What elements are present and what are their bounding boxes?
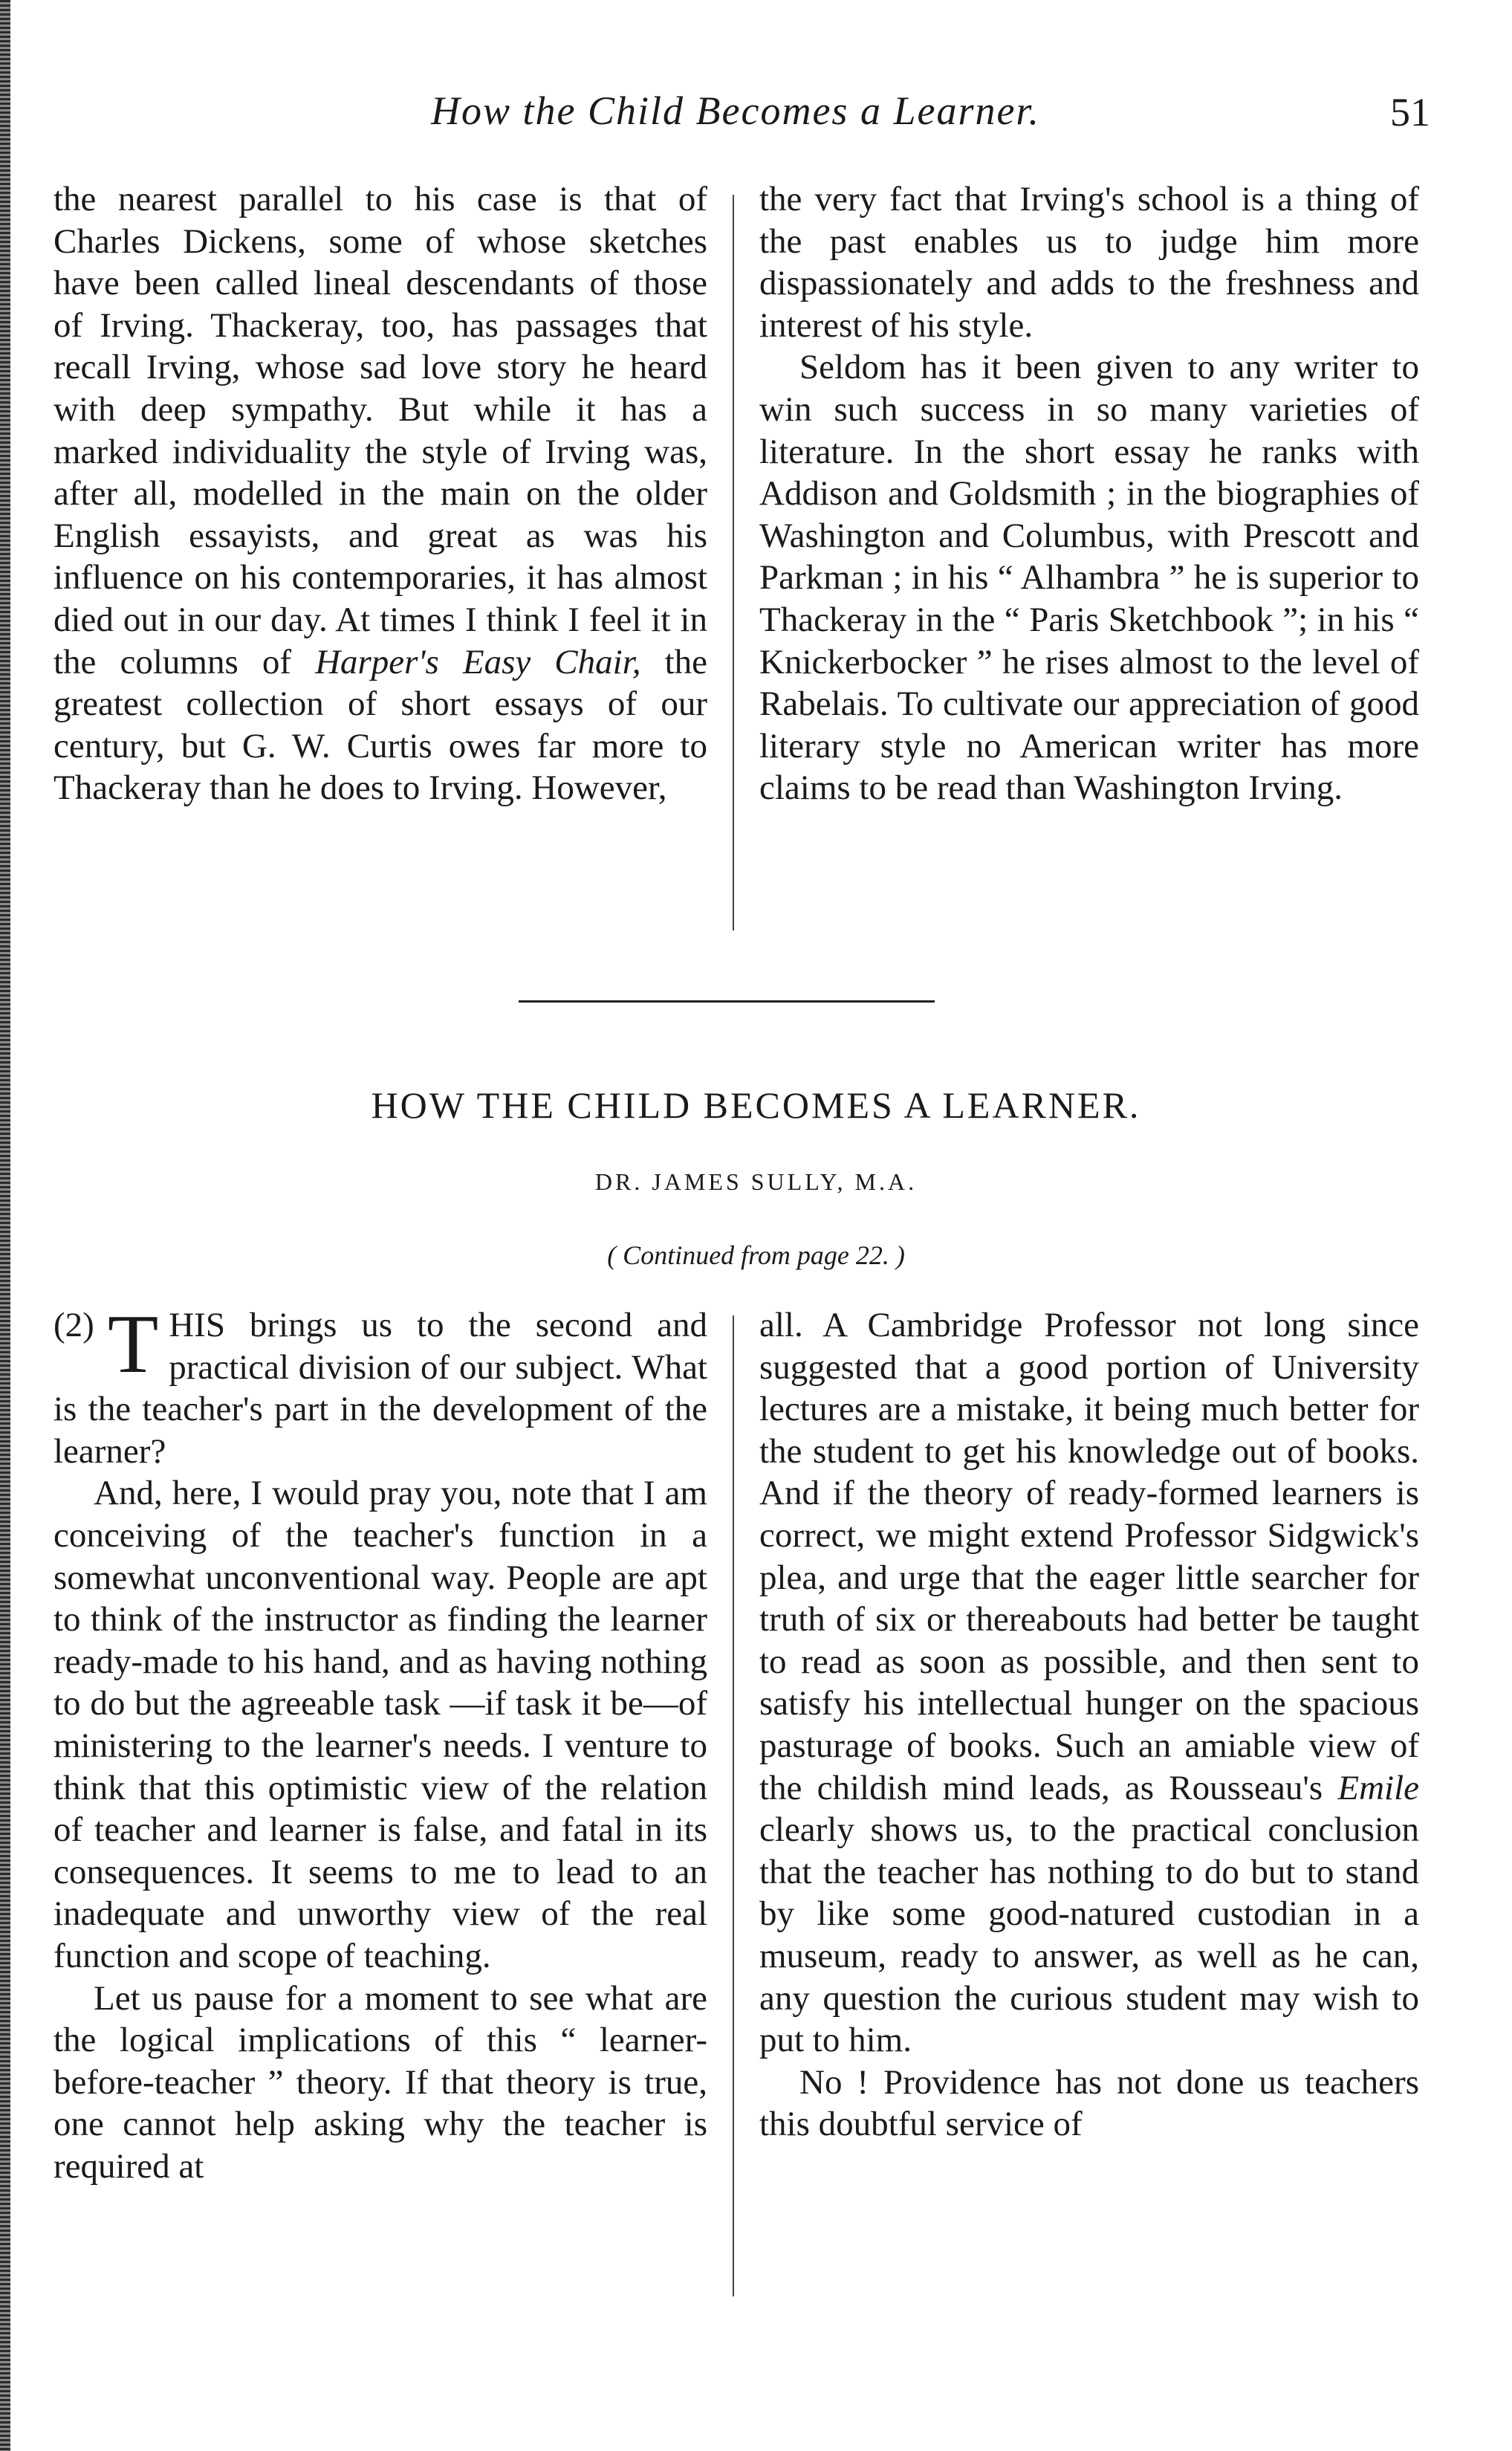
article-left-column [53, 1298, 707, 2187]
page-number: 51 [1390, 90, 1430, 135]
running-title: How the Child Becomes a Learner. [431, 88, 1040, 133]
article-right-column [759, 1304, 1419, 2146]
top-right-paragraph-1: the very fact that Irving's school is a thing of the past enables us to judge him more dispassionately and adds to the freshness and interest of his style. [759, 180, 1419, 345]
harpers-easy-chair-title: Harper's Easy Chair, [315, 642, 641, 681]
section-number: (2) [53, 1306, 94, 1344]
top-left-column [53, 178, 707, 809]
column-rule-top [733, 195, 734, 930]
article-paragraph-3: Let us pause for a moment to see what are the logical implications of this “ learner-before-teacher ” theory. If that theory is true, one cannot help asking why the teacher is required at [53, 1978, 707, 2186]
top-left-text-end: the greatest collection of short essays of our century, but G. W. Curtis owes far more to Thackeray than he does to Irving. However, [53, 642, 708, 808]
article-right-text-end: clearly shows us, to the practical conclusion that the teacher has nothing to do but to stand by like some good-natured custodian in a museum, ready to answer, as well as he can, any question the curious student may wish to put to him. [759, 1810, 1419, 2060]
continued-note: ( Continued from page 22. ) [607, 1240, 905, 1270]
article-author: DR. JAMES SULLY, M.A. [594, 1168, 918, 1195]
top-right-column [759, 178, 1419, 809]
article-title: HOW THE CHILD BECOMES A LEARNER. [371, 1084, 1141, 1126]
column-rule-bottom [733, 1315, 734, 2296]
emile-title: Emile [1337, 1768, 1419, 1807]
top-right-paragraph-2: Seldom has it been given to any writer to win such success in so many varieties of literature. In the short essay he ranks with Addison and Goldsmith ; in the biographies of Washington and Columbus, with Prescott and Parkman ; in his “ Alhambra ” he is superior to Thackeray in the “ Paris Sketchbook ”; in his “ Knickerbocker ” he rises almost to the level of Rabelais. To cultivate our appreciation of good literary style no American writer has more claims to be read than Washington Irving. [759, 348, 1419, 808]
article-right-text: all. A Cambridge Professor not long since suggested that a good portion of University lectures are a mistake, it being much better for the student to get his knowledge out of books. And if the theory of ready-formed learners is correct, we might extend Professor Sidgwick's plea, and urge that the eager little searcher for truth of six or thereabouts had better be taught to read as soon as possible, and then sent to satisfy his intellectual hunger on the spacious pasturage of books. Such an amiable view of the childish mind leads, as Rousseau's [759, 1306, 1419, 1807]
article-right-paragraph-2: No ! Providence has not done us teachers this doubtful service of [759, 2062, 1419, 2144]
page-binding-edge [0, 0, 10, 2451]
section-divider [519, 1000, 935, 1003]
article-paragraph-1: HIS brings us to the second and practical division of our subject. What is the teacher's part in the development of the learner? [53, 1306, 707, 1471]
top-left-text: the nearest parallel to his case is that of Charles Dickens, some of whose sketches have been called lineal descendants of those of Irving. Thackeray, too, has passages that recall Irving, whose sad love story he heard with deep sympathy. But while it has a marked individuality the style of Irving was, after all, modelled in the main on the older English essayists, and great as was his influence on his contemporaries, it has almost died out in our day. At times I think I feel it in the columns of [53, 180, 707, 681]
article-paragraph-2: And, here, I would pray you, note that I am conceiving of the teacher's function in a somewhat unconventional way. People are apt to think of the instructor as finding the learner ready-made to his hand, and as having nothing to do but the agreeable task —if task it be—of ministering to the learner's needs. I venture to think that this optimistic view of the relation of teacher and learner is false, and fatal in its consequences. It seems to me to lead to an inadequate and unworthy view of the real function and scope of teaching. [53, 1474, 707, 1975]
drop-cap: T [107, 1298, 159, 1390]
